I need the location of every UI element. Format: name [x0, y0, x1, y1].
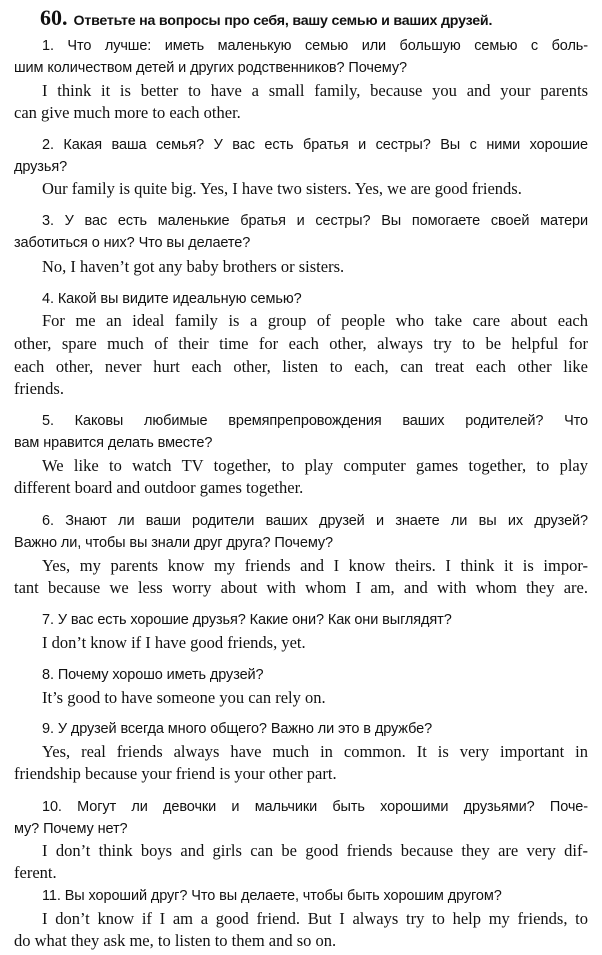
question-5-line-1: 5. Каковы любимые времяпрепровождения ваших родителей? Что: [42, 413, 588, 429]
answer-2-line-1: Our family is quite big. Yes, I have two sisters. Yes, we are good friends.: [42, 179, 522, 198]
answer-10-line-1: I don’t think boys and girls can be good friends because they are very dif-: [42, 841, 588, 860]
answer-9-line-1: Yes, real friends always have much in common. It is very important in: [42, 742, 588, 761]
exercise-number: 60.: [40, 5, 68, 30]
answer-1-line-2: can give much more to each other.: [14, 103, 241, 122]
answer-3-line-1: No, I haven’t got any baby brothers or sisters.: [42, 257, 345, 276]
question-3-line-2: заботиться о них? Что вы делаете?: [14, 235, 251, 251]
question-11-line-1: 11. Вы хороший друг? Что вы делаете, чтобы быть хорошим другом?: [42, 888, 502, 904]
answer-4-line-3: each other, never hurt each other, listen to each, can treat each other like: [14, 357, 588, 376]
question-10-line-2: му? Почему нет?: [14, 821, 128, 837]
question-10-line-1: 10. Могут ли девочки и мальчики быть хорошими друзьями? Поче-: [42, 799, 588, 815]
question-9-line-1: 9. У друзей всегда много общего? Важно ли это в дружбе?: [42, 721, 433, 737]
question-2-line-1: 2. Какая ваша семья? У вас есть братья и сестры? Вы с ними хорошие: [42, 137, 588, 153]
question-1-line-1: 1. Что лучше: иметь маленькую семью или большую семью с боль-: [42, 38, 588, 54]
question-4-line-1: 4. Какой вы видите идеальную семью?: [42, 291, 302, 307]
question-8-line-1: 8. Почему хорошо иметь друзей?: [42, 667, 264, 683]
answer-11-line-1: I don’t know if I am a good friend. But I always try to help my friends, to: [42, 909, 588, 928]
answer-6-line-2: tant because we less worry about with whom I am, and with whom they are.: [14, 578, 588, 597]
answer-5-line-2: different board and outdoor games together.: [14, 478, 304, 497]
answer-4-line-1: For me an ideal family is a group of people who take care about each: [42, 311, 588, 330]
answer-1-line-1: I think it is better to have a small family, because you and your parents: [42, 81, 588, 100]
question-2-line-2: друзья?: [14, 159, 68, 175]
answer-10-line-2: ferent.: [14, 863, 57, 882]
question-1-line-2: шим количеством детей и других родственников? Почему?: [14, 60, 407, 76]
exercise-title: Ответьте на вопросы про себя, вашу семью и ваших друзей.: [73, 13, 493, 29]
answer-4-line-2: other, spare much of their time for each other, always try to be helpful for: [14, 334, 588, 353]
question-5-line-2: вам нравится делать вместе?: [14, 435, 213, 451]
answer-9-line-2: friendship because your friend is your other part.: [14, 764, 337, 783]
question-7-line-1: 7. У вас есть хорошие друзья? Какие они? Как они выглядят?: [42, 612, 452, 628]
answer-7-line-1: I don’t know if I have good friends, yet.: [42, 633, 306, 652]
answer-6-line-1: Yes, my parents know my friends and I know theirs. I think it is impor-: [42, 556, 588, 575]
answer-11-line-2: do what they ask me, to listen to them and so on.: [14, 931, 337, 950]
exercise-heading: [40, 6, 600, 33]
answer-8-line-1: It’s good to have someone you can rely on.: [42, 688, 326, 707]
question-6-line-1: 6. Знают ли ваши родители ваших друзей и знаете ли вы их друзей?: [42, 513, 588, 529]
question-6-line-2: Важно ли, чтобы вы знали друг друга? Почему?: [14, 535, 333, 551]
question-3-line-1: 3. У вас есть маленькие братья и сестры? Вы помогаете своей матери: [42, 213, 588, 229]
answer-4-line-4: friends.: [14, 379, 64, 398]
answer-5-line-1: We like to watch TV together, to play computer games together, to play: [42, 456, 588, 475]
